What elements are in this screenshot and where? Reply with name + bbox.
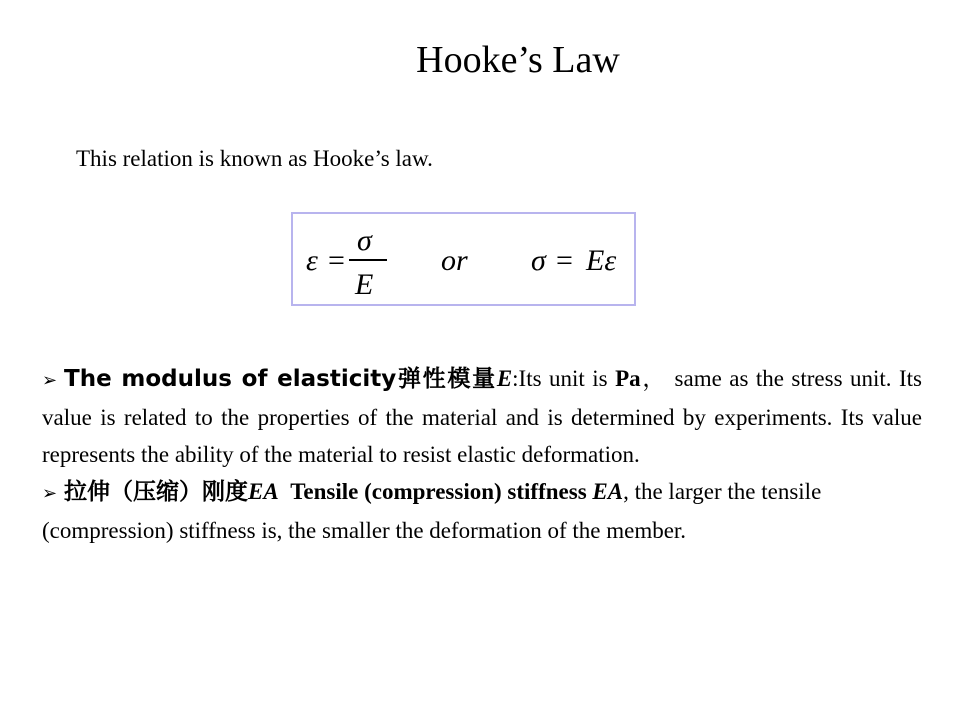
intro-text: This relation is known as Hooke’s law. <box>76 146 433 171</box>
bullet-stiffness-symbol-2: EA <box>592 479 624 504</box>
bullet-modulus-symbol: E <box>496 366 513 391</box>
bullet-modulus-unit: Pa <box>615 366 641 391</box>
bullet-modulus-heading: The modulus of elasticity弹性模量 <box>64 366 497 392</box>
bullet-stiffness-text-a: Tensile (compression) stiffness <box>290 479 593 504</box>
formula-equals-2: = <box>556 244 573 277</box>
formula-denominator: E <box>355 268 374 301</box>
formula-or: or <box>441 244 468 277</box>
bullet-modulus <box>42 360 922 473</box>
arrow-bullet-icon: ➢ <box>42 370 58 391</box>
fraction-bar <box>349 259 387 261</box>
formula-equals-1: = <box>328 244 345 277</box>
formula-numerator: σ <box>357 224 372 257</box>
bullet-stiffness-symbol: EA <box>248 479 279 504</box>
arrow-bullet-icon: ➢ <box>42 483 58 504</box>
formula-lhs-epsilon: ε <box>306 244 318 277</box>
bullet-modulus-text-b: ， same as the stress unit. Its value is related to the properties of the material and is determined by experiments. Its value represents the ability of the material to resist elastic deformation. <box>42 366 923 467</box>
bullet-list <box>42 360 922 549</box>
formula-sigma: σ <box>531 244 546 277</box>
bullet-modulus-text-a: :Its unit is <box>512 366 616 391</box>
bullet-stiffness-text-b: , the larger the tensile (compression) stiffness is, the smaller the deformation of the member. <box>42 479 822 543</box>
slide-title: Hooke’s Law <box>416 39 620 81</box>
bullet-stiffness-heading: 拉伸（压缩）刚度 <box>64 479 248 505</box>
formula-rhs: Eε <box>586 244 617 277</box>
bullet-stiffness <box>42 473 922 549</box>
